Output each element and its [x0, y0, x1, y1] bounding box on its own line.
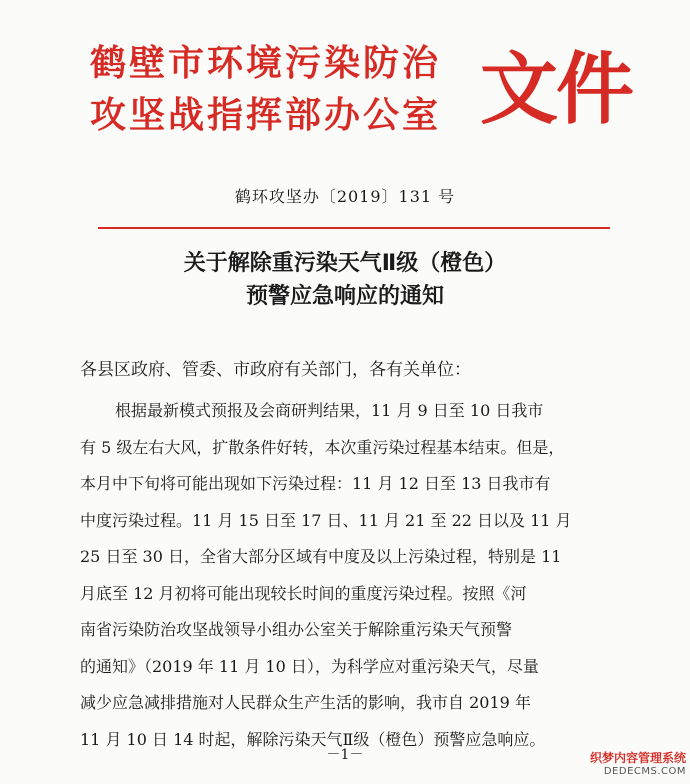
body-line: 南省污染防治攻坚战领导小组办公室关于解除重污染天气预警 [80, 620, 513, 639]
title-line-2: 预警应急响应的通知 [245, 284, 444, 309]
body-line: 25 日至 30 日，全省大部分区域有中度及以上污染过程，特别是 11 [80, 547, 562, 566]
title-line-1: 关于解除重污染天气Ⅱ级（橙色） [183, 251, 507, 276]
body-line: 减少应急减排措施对人民群众生产生活的影响，我市自 2019 年 [80, 693, 531, 712]
issuer-line-2: 攻坚战指挥部办公室 [90, 95, 442, 136]
document-label: 文件 [480, 45, 633, 135]
body-line: 根据最新模式预报及会商研判结果，11 月 9 日至 10 日我市 [115, 401, 544, 420]
issuer-line-1: 鹤壁市环境污染防治 [90, 43, 442, 84]
body-text [80, 393, 640, 758]
watermark-cn: 织梦内容管理系统 [589, 751, 686, 765]
red-divider [98, 227, 610, 229]
notice-title [0, 247, 690, 313]
page-number: －1－ [326, 747, 364, 763]
body-line: 有 5 级左右大风，扩散条件好转，本次重污染过程基本结束。但是， [80, 437, 565, 457]
salutation: 各县区政府、管委、市政府有关部门，各有关单位： [80, 360, 471, 380]
watermark-en: DEDECMS.COM [603, 766, 686, 777]
body-line: 月底至 12 月初将可能出现较长时间的重度污染过程。按照《河 [80, 583, 527, 603]
site-watermark [590, 752, 686, 778]
body-line: 的通知》（2019 年 11 月 10 日），为科学应对重污染天气，尽量 [80, 656, 539, 676]
body-line: 本月中下旬将可能出现如下污染过程：11 月 12 日至 13 日我市有 [80, 474, 551, 493]
document-number: 鹤环攻坚办〔2019〕131 号 [234, 187, 456, 206]
body-line: 中度污染过程。11 月 15 日至 17 日、11 月 21 至 22 日以及 11 月 [80, 510, 572, 530]
body-line: 11 月 10 日 14 时起，解除污染天气Ⅱ级（橙色）预警应急响应。 [80, 729, 546, 749]
issuer-name [90, 38, 480, 142]
